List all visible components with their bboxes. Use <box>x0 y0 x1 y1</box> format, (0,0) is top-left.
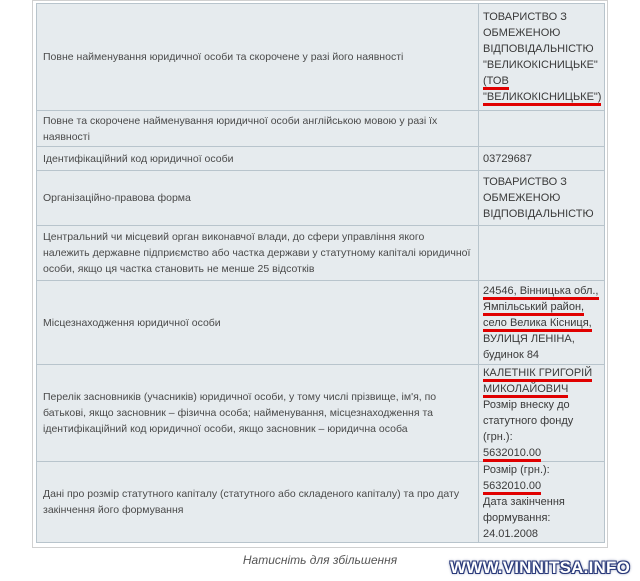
table-row <box>37 365 605 462</box>
highlighted-text: Ямпільський район, <box>483 301 584 316</box>
table-row <box>37 226 605 281</box>
value-line <box>483 41 600 57</box>
value-text: ТОВАРИСТВО З <box>483 11 567 23</box>
value-line <box>483 315 600 331</box>
field-label: Центральний чи місцевий орган виконавчої влади, до сфери управління якого належить державне підприємство або частка держави у статутному капіталі юридичної особи, якщо ця частка становить не менше 25 відсотків <box>37 226 479 281</box>
value-line <box>483 365 600 381</box>
field-label: Дані про розмір статутного капіталу (статутного або складеного капіталу) та про дату закінчення його формування <box>37 462 479 543</box>
value-text: ТОВАРИСТВО З <box>483 176 567 188</box>
value-text: ОБМЕЖЕНОЮ <box>483 192 561 204</box>
highlighted-text: "ВЕЛИКОКІСНИЦЬКЕ") <box>483 91 601 106</box>
value-line <box>483 331 600 347</box>
highlighted-text: МИКОЛАЙОВИЧ <box>483 383 568 398</box>
value-line <box>483 510 600 526</box>
value-line <box>483 381 600 397</box>
enlarge-caption[interactable]: Натисніть для збільшення <box>242 553 398 567</box>
value-text: ВІДПОВІДАЛЬНІСТЮ <box>483 43 594 55</box>
value-line <box>483 57 600 73</box>
value-text: ВУЛИЦЯ ЛЕНІНА, <box>483 332 575 345</box>
field-label: Повне та скорочене найменування юридичної особи англійською мовою у разі їх наявності <box>37 111 479 147</box>
field-label: Місцезнаходження юридичної особи <box>37 281 479 365</box>
value-line <box>483 190 600 206</box>
value-line <box>483 25 600 41</box>
value-line <box>483 347 600 363</box>
field-value <box>479 147 605 171</box>
value-text: ОБМЕЖЕНОЮ <box>483 27 561 39</box>
value-text: Розмір внеску до <box>483 399 570 411</box>
field-value <box>479 365 605 462</box>
value-line <box>483 151 600 167</box>
value-line <box>483 9 600 25</box>
value-text: статутного фонду (грн.): <box>483 415 574 443</box>
value-text: будинок 84 <box>483 348 540 361</box>
highlighted-text: 5632010.00 <box>483 480 541 495</box>
field-label: Перелік засновників (учасників) юридичної особи, у тому числі прізвище, ім'я, по батькові, якщо засновник – фізична особа; найменування, місцезнаходження та ідентифікаційний код юридичної особи, якщо засновник – юридична особа <box>37 365 479 462</box>
field-value <box>479 171 605 226</box>
highlighted-text: 5632010.00 <box>483 447 541 462</box>
highlighted-text: 24546, Вінницька обл., <box>483 285 599 300</box>
field-label: Ідентифікаційний код юридичної особи <box>37 147 479 171</box>
field-value <box>479 226 605 281</box>
table-row <box>37 111 605 147</box>
table-row <box>37 147 605 171</box>
value-line <box>483 299 600 315</box>
watermark-logo: WWW.VINNITSA.INFO <box>450 558 630 577</box>
value-line <box>483 283 600 299</box>
value-line <box>483 206 600 222</box>
highlighted-text: село Велика Кісниця, <box>483 317 592 332</box>
value-line <box>483 445 600 461</box>
value-line <box>483 462 600 478</box>
table-row <box>37 281 605 365</box>
field-value <box>479 4 605 111</box>
value-line <box>483 397 600 413</box>
value-text: Дата закінчення <box>483 496 565 508</box>
value-line <box>483 526 600 542</box>
value-line <box>483 413 600 445</box>
field-label: Організаційно-правова форма <box>37 171 479 226</box>
field-value <box>479 462 605 543</box>
value-line <box>483 174 600 190</box>
value-line <box>483 73 600 89</box>
value-text: 24.01.2008 <box>483 528 539 540</box>
value-line <box>483 494 600 510</box>
value-text: 03729687 <box>483 152 532 165</box>
value-text: ВІДПОВІДАЛЬНІСТЮ <box>483 208 594 220</box>
table-row <box>37 171 605 226</box>
value-text: "ВЕЛИКОКІСНИЦЬКЕ" <box>483 59 598 71</box>
highlighted-text: КАЛЕТНІК ГРИГОРІЙ <box>483 367 592 382</box>
field-label: Повне найменування юридичної особи та скорочене у разі його наявності <box>37 4 479 111</box>
table-row <box>37 4 605 111</box>
highlighted-text: (ТОВ <box>483 75 509 90</box>
value-text: Розмір (грн.): <box>483 464 550 476</box>
value-line <box>483 478 600 494</box>
table-row <box>37 462 605 543</box>
value-line <box>483 89 600 105</box>
field-value <box>479 281 605 365</box>
field-value <box>479 111 605 147</box>
registry-table <box>36 3 605 543</box>
value-text: формування: <box>483 512 551 524</box>
